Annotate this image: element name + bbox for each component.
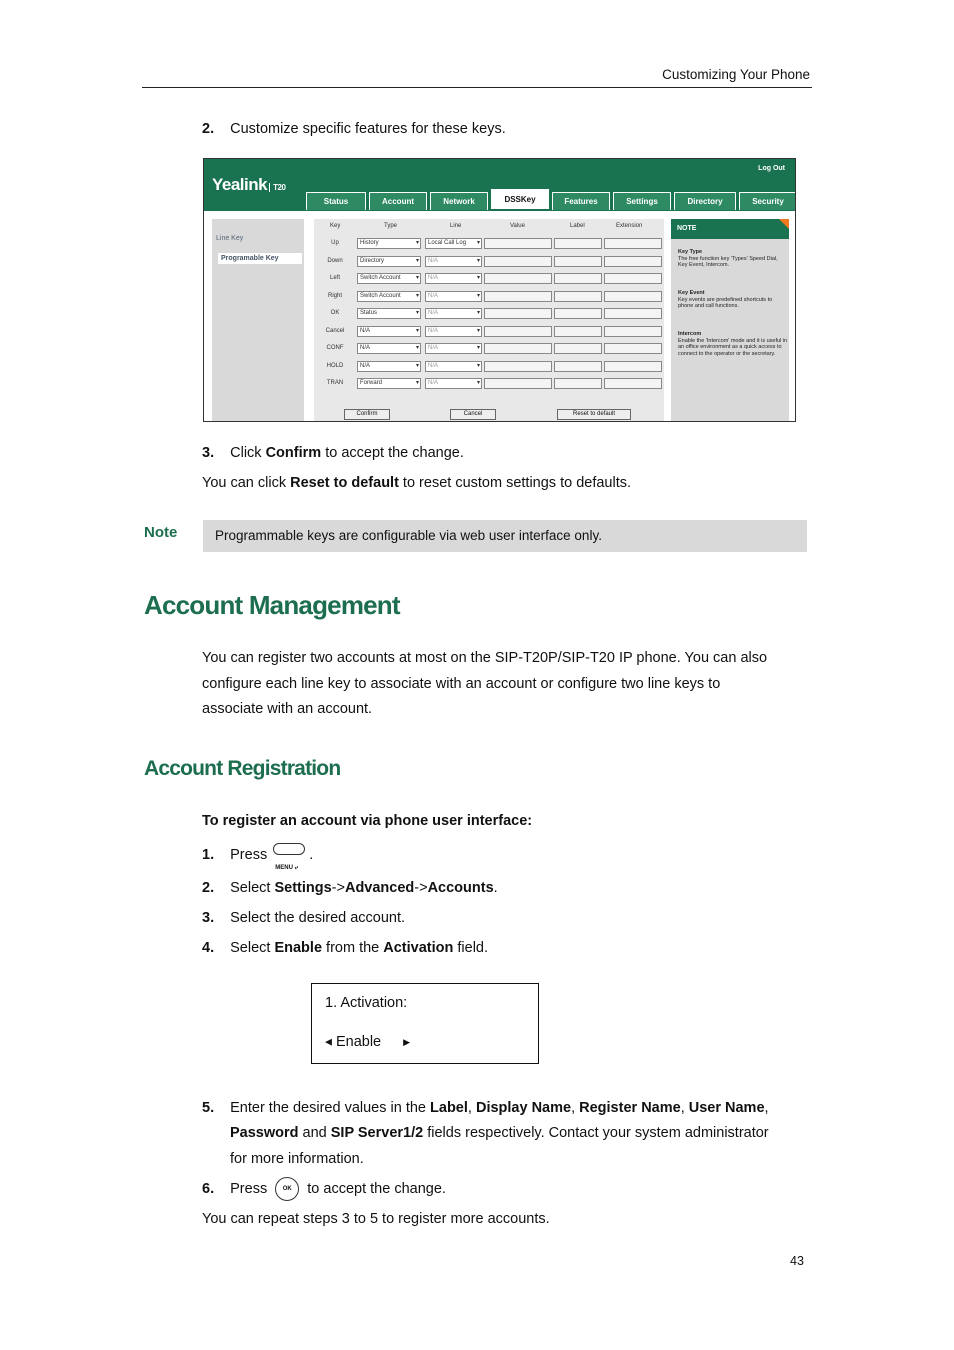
- label-input[interactable]: [554, 308, 602, 319]
- table-row: [314, 254, 664, 271]
- header-rule: [142, 87, 812, 88]
- step-number: 3.: [202, 445, 215, 461]
- label-input[interactable]: [554, 378, 602, 389]
- label-input[interactable]: [554, 273, 602, 284]
- section-paragraph: [202, 646, 767, 723]
- note-panel: [671, 219, 789, 421]
- tab-status[interactable]: Status: [306, 192, 366, 210]
- value-input[interactable]: [484, 273, 552, 284]
- step-1: 1. Press MENU ⤶ .: [202, 843, 313, 868]
- type-select[interactable]: N/A ▾: [357, 343, 421, 354]
- note-box: [203, 520, 807, 552]
- extension-input[interactable]: [604, 308, 662, 319]
- column-header: Type: [384, 223, 398, 229]
- web-ui-screenshot: [203, 158, 796, 422]
- menu-key-icon: MENU ⤶: [271, 843, 305, 867]
- subsection-title: Account Registration: [144, 757, 341, 780]
- corner-flag-icon: [779, 219, 789, 229]
- lcd-value: Enable: [335, 1034, 382, 1050]
- confirm-term: Confirm: [265, 445, 322, 461]
- repeat-instruction: You can repeat steps 3 to 5 to register more accounts.: [202, 1211, 550, 1227]
- web-ui-tabs: [306, 192, 796, 211]
- label-input[interactable]: [554, 256, 602, 267]
- table-row: [314, 376, 664, 393]
- type-select[interactable]: Status ▾: [357, 308, 421, 319]
- table-row: [314, 289, 664, 306]
- column-header: Value: [510, 223, 525, 229]
- page-number: 43: [790, 1254, 804, 1268]
- nav-line-key[interactable]: Line Key: [216, 235, 244, 242]
- label-input[interactable]: [554, 326, 602, 337]
- label-input[interactable]: [554, 238, 602, 249]
- reset-to-default-button[interactable]: Reset to default: [557, 409, 631, 420]
- table-row: [314, 306, 664, 323]
- type-select[interactable]: Switch Account ▾: [357, 291, 421, 302]
- left-arrow-icon: ◀: [325, 1036, 332, 1047]
- type-select[interactable]: N/A ▾: [357, 361, 421, 372]
- paragraph-line: You can register two accounts at most on the SIP-T20P/SIP-T20 IP phone. You can also: [202, 650, 768, 666]
- logout-link[interactable]: Log Out: [758, 165, 785, 172]
- value-input[interactable]: [484, 238, 552, 249]
- lcd-screen: [311, 983, 539, 1064]
- key-name: HOLD: [326, 362, 344, 369]
- column-header: Extension: [616, 223, 643, 229]
- label-input[interactable]: [554, 291, 602, 302]
- nav-programable-key[interactable]: Programable Key: [218, 253, 302, 264]
- value-input[interactable]: [484, 256, 552, 267]
- line-select[interactable]: N/A ▾: [425, 273, 482, 284]
- lcd-value-row: [325, 1034, 410, 1050]
- reset-instruction: You can click Reset to default to reset custom settings to defaults.: [202, 475, 632, 491]
- dsskey-table: [314, 219, 664, 421]
- value-input[interactable]: [484, 378, 552, 389]
- value-input[interactable]: [484, 291, 552, 302]
- key-name: Right: [327, 292, 342, 299]
- web-ui-banner: [204, 159, 795, 211]
- note-key-event: Key Event Key events are predefined shortcuts to phone and call functions.: [678, 290, 773, 310]
- step-3: [202, 441, 464, 466]
- column-header: Key: [330, 223, 341, 229]
- extension-input[interactable]: [604, 291, 662, 302]
- note-key-type: Key Type The free function key 'Types' Speed Dial, Key Event, Intercom.: [678, 249, 778, 269]
- line-select[interactable]: N/A ▾: [425, 256, 482, 267]
- extension-input[interactable]: [604, 361, 662, 372]
- column-header: Label: [570, 223, 585, 229]
- step-text: Click: [230, 445, 266, 461]
- line-select[interactable]: N/A ▾: [425, 308, 482, 319]
- step-5-line3: for more information.: [230, 1151, 364, 1167]
- line-select[interactable]: N/A ▾: [425, 343, 482, 354]
- tab-dsskey[interactable]: DSSKey: [491, 189, 549, 209]
- cancel-button[interactable]: Cancel: [450, 409, 496, 420]
- key-name: Down: [327, 257, 343, 264]
- step-number: 2.: [202, 121, 215, 137]
- step-4: 4. Select Enable from the Activation field.: [202, 940, 489, 956]
- step-5-line2: Password and SIP Server1/2 fields respectively. Contact your system administrator: [230, 1125, 769, 1141]
- line-select[interactable]: N/A ▾: [425, 326, 482, 337]
- note-intercom: Intercom Enable the 'Intercom' mode and it is useful in an office environment as a quick access to connect to the operator or the secretary.: [678, 331, 788, 357]
- paragraph-line: configure each line key to associate with an account or configure two line keys to: [202, 675, 721, 692]
- step-text: Customize specific features for these keys.: [230, 121, 506, 137]
- line-select[interactable]: Local Call Log ▾: [425, 238, 482, 249]
- type-select[interactable]: Directory ▾: [357, 256, 421, 267]
- key-name: Cancel: [325, 327, 345, 334]
- key-name: OK: [330, 310, 340, 316]
- line-select[interactable]: N/A ▾: [425, 378, 482, 389]
- value-input[interactable]: [484, 326, 552, 337]
- column-header: Line: [450, 223, 462, 229]
- running-header: Customizing Your Phone: [662, 67, 810, 82]
- section-title: Account Management: [144, 590, 400, 620]
- extension-input[interactable]: [604, 238, 662, 249]
- table-row: [314, 324, 664, 341]
- table-row: [314, 359, 664, 376]
- step-3b: 3. Select the desired account.: [202, 910, 406, 926]
- note-panel-header: [671, 219, 789, 239]
- label-input[interactable]: [554, 343, 602, 354]
- type-select[interactable]: Switch Account ▾: [357, 273, 421, 284]
- type-select[interactable]: History ▾: [357, 238, 421, 249]
- tab-network[interactable]: Network: [430, 192, 488, 210]
- extension-input[interactable]: [604, 256, 662, 267]
- value-input[interactable]: [484, 361, 552, 372]
- type-select[interactable]: N/A ▾: [357, 326, 421, 337]
- reset-term: Reset to default: [290, 475, 399, 491]
- key-name: Up: [331, 240, 339, 246]
- key-name: Left: [329, 275, 340, 281]
- step-2: [202, 117, 506, 142]
- key-name: TRAN: [326, 380, 344, 386]
- step-5: 5. Enter the desired values in the Label, Display Name, Register Name, User Name,: [202, 1100, 769, 1116]
- value-input[interactable]: [484, 308, 552, 319]
- tab-directory[interactable]: Directory: [674, 192, 736, 210]
- ok-key-icon: OK: [275, 1177, 299, 1201]
- tab-features[interactable]: Features: [552, 192, 610, 210]
- paragraph-line: associate with an account.: [202, 701, 373, 717]
- tab-security[interactable]: Security: [739, 192, 796, 210]
- label-input[interactable]: [554, 361, 602, 372]
- yealink-logo: Yealink T20: [212, 175, 286, 194]
- step-text: to accept the change.: [321, 445, 464, 461]
- tab-settings[interactable]: Settings: [613, 192, 671, 210]
- web-ui-body: [204, 211, 795, 421]
- lcd-title: 1. Activation:: [325, 995, 408, 1011]
- extension-input[interactable]: [604, 378, 662, 389]
- key-name: CONF: [326, 345, 344, 351]
- note-label: Note: [144, 524, 178, 541]
- line-select[interactable]: N/A ▾: [425, 361, 482, 372]
- step-6: 6. Press OK to accept the change.: [202, 1177, 446, 1202]
- left-nav: [212, 219, 304, 421]
- extension-input[interactable]: [604, 343, 662, 354]
- note-panel-title: NOTE: [677, 225, 697, 232]
- right-arrow-icon: ▶: [403, 1036, 411, 1047]
- extension-input[interactable]: [604, 273, 662, 284]
- note-text: Programmable keys are configurable via web user interface only.: [215, 528, 602, 543]
- step-2b: 2. Select Settings->Advanced->Accounts.: [202, 880, 498, 896]
- type-select[interactable]: Forward ▾: [357, 378, 421, 389]
- table-row: [314, 271, 664, 288]
- table-row: [314, 341, 664, 358]
- line-select[interactable]: N/A ▾: [425, 291, 482, 302]
- tab-account[interactable]: Account: [369, 192, 427, 210]
- value-input[interactable]: [484, 343, 552, 354]
- extension-input[interactable]: [604, 326, 662, 337]
- procedure-title: To register an account via phone user interface:: [202, 813, 533, 829]
- confirm-button[interactable]: Confirm: [344, 409, 390, 420]
- table-row: [314, 236, 664, 253]
